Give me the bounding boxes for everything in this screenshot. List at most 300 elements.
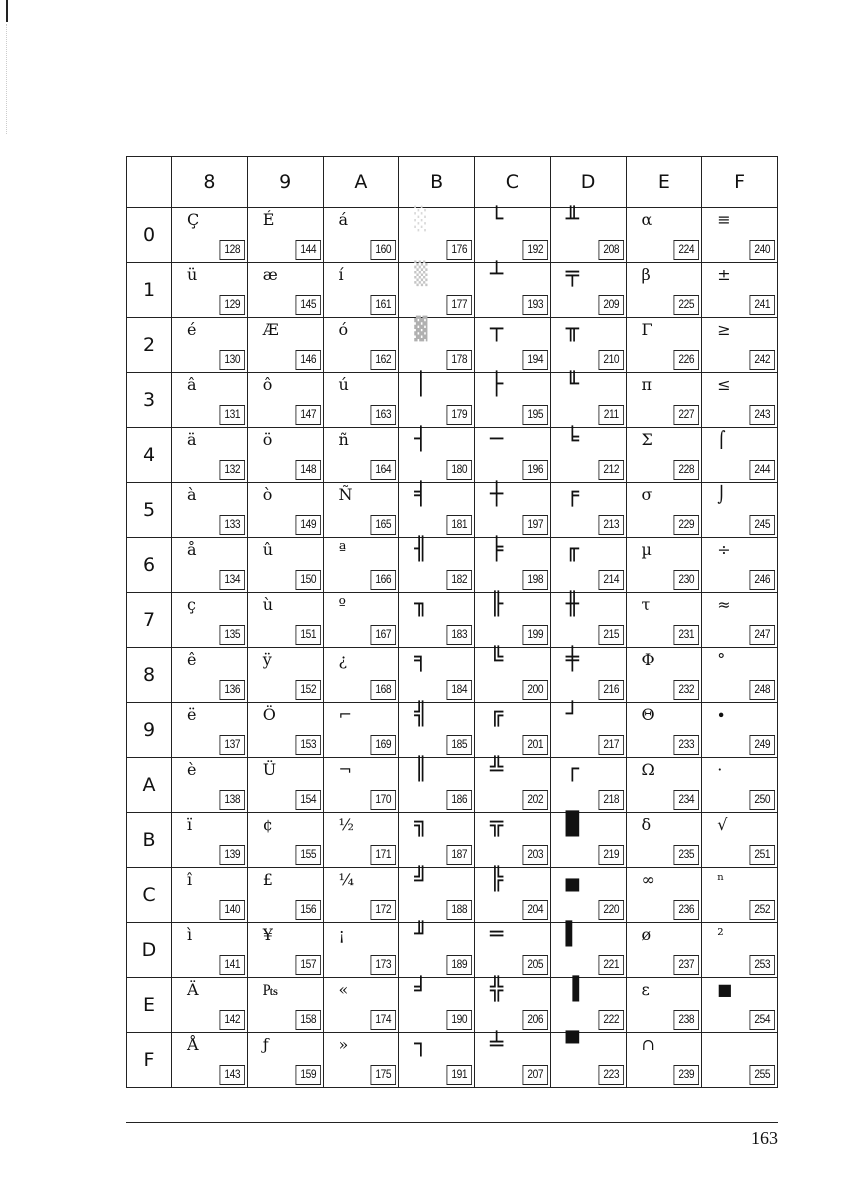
character-glyph: ± [717, 265, 731, 284]
character-cell [172, 813, 248, 868]
character-cell [702, 978, 778, 1033]
character-cell [323, 373, 399, 428]
character-glyph: ½ [338, 815, 355, 834]
decimal-code-box: 237 [674, 955, 700, 975]
row-header: F [127, 1033, 172, 1088]
decimal-code-box: 153 [295, 735, 321, 755]
character-cell [702, 703, 778, 758]
character-cell [247, 263, 323, 318]
character-glyph: ╜ [414, 922, 428, 947]
decimal-code-box: 189 [447, 955, 473, 975]
character-glyph: à [187, 485, 197, 504]
character-glyph: ⌠ [717, 430, 726, 449]
character-glyph: ▌ [565, 922, 579, 947]
character-cell [323, 868, 399, 923]
character-glyph: Ç [187, 210, 200, 229]
character-cell [702, 373, 778, 428]
character-cell [172, 1033, 248, 1088]
decimal-code-box: 175 [371, 1065, 397, 1085]
character-glyph: ¿ [338, 650, 348, 669]
character-glyph: ¢ [262, 815, 273, 834]
character-glyph: ╖ [414, 592, 428, 617]
character-glyph: ▒ [414, 262, 428, 287]
character-glyph: ╡ [414, 482, 428, 507]
decimal-code-box: 195 [522, 405, 548, 425]
character-glyph: ▄ [565, 867, 579, 892]
column-header: A [323, 157, 399, 208]
table-row [127, 703, 778, 758]
character-glyph: ò [262, 485, 273, 504]
character-glyph: á [338, 210, 349, 229]
character-cell [399, 538, 475, 593]
character-glyph: ∞ [641, 870, 655, 889]
character-glyph: Ä [187, 980, 199, 999]
character-glyph: ƒ [262, 1035, 269, 1054]
row-header: E [127, 978, 172, 1033]
decimal-code-box: 162 [371, 350, 397, 370]
decimal-code-box: 147 [295, 405, 321, 425]
row-header: 6 [127, 538, 172, 593]
decimal-code-box: 186 [447, 790, 473, 810]
character-cell [702, 483, 778, 538]
character-cell [702, 208, 778, 263]
column-header: C [475, 157, 551, 208]
character-cell [399, 923, 475, 978]
decimal-code-box: 205 [522, 955, 548, 975]
character-cell [475, 978, 551, 1033]
decimal-code-box: 135 [219, 625, 245, 645]
character-cell [323, 648, 399, 703]
character-cell [247, 593, 323, 648]
decimal-code-box: 180 [447, 460, 473, 480]
character-glyph: « [338, 980, 349, 999]
decimal-code-box: 209 [598, 295, 624, 315]
character-glyph: ó [338, 320, 349, 339]
character-glyph: ╧ [490, 1032, 504, 1057]
character-cell [550, 648, 626, 703]
column-header: 9 [247, 157, 323, 208]
decimal-code-box: 240 [750, 240, 776, 260]
character-glyph: ╩ [490, 757, 504, 782]
decimal-code-box: 170 [371, 790, 397, 810]
decimal-code-box: 166 [371, 570, 397, 590]
character-glyph: » [338, 1035, 349, 1054]
decimal-code-box: 194 [522, 350, 548, 370]
character-glyph: µ [641, 540, 652, 559]
table-row [127, 923, 778, 978]
character-glyph: ⁿ [717, 870, 725, 889]
decimal-code-box: 187 [447, 845, 473, 865]
character-glyph: ╠ [490, 867, 504, 892]
decimal-code-box: 145 [295, 295, 321, 315]
character-glyph: ╢ [414, 537, 428, 562]
character-glyph: · [717, 760, 723, 779]
character-cell [323, 428, 399, 483]
character-glyph: ä [187, 430, 197, 449]
decimal-code-box: 129 [219, 295, 245, 315]
character-glyph: ┴ [490, 262, 504, 287]
character-cell [247, 373, 323, 428]
decimal-code-box: 183 [447, 625, 473, 645]
character-cell [172, 868, 248, 923]
character-glyph: º [338, 595, 347, 614]
character-cell [475, 483, 551, 538]
character-glyph: ╤ [565, 262, 579, 287]
character-cell [247, 813, 323, 868]
character-cell [475, 318, 551, 373]
decimal-code-box: 218 [598, 790, 624, 810]
character-glyph: ÷ [717, 540, 731, 559]
character-cell [172, 263, 248, 318]
character-cell [550, 1033, 626, 1088]
character-glyph: ù [262, 595, 274, 614]
character-glyph: α [641, 210, 653, 229]
character-cell [399, 483, 475, 538]
character-cell [550, 538, 626, 593]
character-cell [247, 428, 323, 483]
character-cell [626, 538, 702, 593]
row-header: 2 [127, 318, 172, 373]
decimal-code-box: 185 [447, 735, 473, 755]
character-cell [626, 373, 702, 428]
row-header: 4 [127, 428, 172, 483]
character-cell [626, 318, 702, 373]
character-glyph: æ [262, 265, 278, 284]
decimal-code-box: 178 [447, 350, 473, 370]
character-glyph: ░ [414, 207, 428, 232]
character-cell [247, 978, 323, 1033]
character-glyph: Æ [262, 320, 279, 339]
decimal-code-box: 192 [522, 240, 548, 260]
margin-dots [6, 24, 7, 134]
character-glyph: â [187, 375, 197, 394]
decimal-code-box: 202 [522, 790, 548, 810]
character-glyph: ª [338, 540, 347, 559]
decimal-code-box: 223 [598, 1065, 624, 1085]
character-cell [172, 648, 248, 703]
character-glyph: ╕ [414, 647, 428, 672]
character-glyph: β [641, 265, 651, 284]
decimal-code-box: 144 [295, 240, 321, 260]
character-glyph: ∙ [717, 705, 726, 724]
decimal-code-box: 172 [371, 900, 397, 920]
decimal-code-box: 216 [598, 680, 624, 700]
character-cell [475, 703, 551, 758]
decimal-code-box: 221 [598, 955, 624, 975]
row-header: D [127, 923, 172, 978]
character-cell [399, 1033, 475, 1088]
character-glyph: ¬ [338, 760, 352, 779]
character-cell [702, 593, 778, 648]
decimal-code-box: 169 [371, 735, 397, 755]
character-glyph: ¼ [338, 870, 355, 889]
decimal-code-box: 168 [371, 680, 397, 700]
decimal-code-box: 203 [522, 845, 548, 865]
decimal-code-box: 225 [674, 295, 700, 315]
character-cell [323, 703, 399, 758]
page-number: 163 [751, 1128, 778, 1148]
character-cell [399, 263, 475, 318]
character-glyph: ê [187, 650, 197, 669]
character-glyph: ø [641, 925, 652, 944]
decimal-code-box: 188 [447, 900, 473, 920]
decimal-code-box: 204 [522, 900, 548, 920]
character-glyph: ╬ [490, 977, 504, 1002]
character-glyph: ╓ [565, 537, 579, 562]
character-cell [399, 373, 475, 428]
character-glyph: ║ [414, 757, 428, 782]
decimal-code-box: 245 [750, 515, 776, 535]
character-cell [475, 1033, 551, 1088]
decimal-code-box: 143 [219, 1065, 245, 1085]
character-cell [172, 593, 248, 648]
character-cell [172, 208, 248, 263]
decimal-code-box: 193 [522, 295, 548, 315]
table-row [127, 373, 778, 428]
character-glyph: √ [717, 815, 728, 834]
character-cell [247, 483, 323, 538]
character-glyph: ╚ [490, 647, 504, 672]
character-cell [247, 703, 323, 758]
character-cell [550, 978, 626, 1033]
character-glyph: å [187, 540, 197, 559]
table-row [127, 813, 778, 868]
decimal-code-box: 244 [750, 460, 776, 480]
table-row [127, 758, 778, 813]
column-header: F [702, 157, 778, 208]
character-glyph: ╪ [565, 647, 579, 672]
row-header: 0 [127, 208, 172, 263]
character-cell [172, 923, 248, 978]
character-glyph: ╝ [414, 867, 428, 892]
row-header: 1 [127, 263, 172, 318]
character-glyph: ┬ [490, 317, 504, 342]
decimal-code-box: 214 [598, 570, 624, 590]
decimal-code-box: 171 [371, 845, 397, 865]
character-glyph: π [641, 375, 653, 394]
decimal-code-box: 213 [598, 515, 624, 535]
character-cell [399, 648, 475, 703]
margin-mark [6, 0, 8, 22]
table-row [127, 318, 778, 373]
character-cell [550, 263, 626, 318]
row-header: 8 [127, 648, 172, 703]
character-glyph: ⌐ [338, 705, 352, 724]
character-cell [475, 263, 551, 318]
corner-cell [127, 157, 172, 208]
column-header-row [127, 157, 778, 208]
character-cell [550, 593, 626, 648]
character-cell [172, 978, 248, 1033]
character-cell [626, 758, 702, 813]
decimal-code-box: 164 [371, 460, 397, 480]
decimal-code-box: 234 [674, 790, 700, 810]
character-glyph: ╘ [565, 427, 579, 452]
character-glyph: ▓ [414, 317, 428, 342]
character-cell [626, 593, 702, 648]
decimal-code-box: 249 [750, 735, 776, 755]
decimal-code-box: 231 [674, 625, 700, 645]
character-cell [475, 923, 551, 978]
decimal-code-box: 246 [750, 570, 776, 590]
decimal-code-box: 254 [750, 1010, 776, 1030]
table-row [127, 483, 778, 538]
decimal-code-box: 156 [295, 900, 321, 920]
character-glyph: ü [187, 265, 198, 284]
character-cell [475, 208, 551, 263]
character-glyph: σ [641, 485, 653, 504]
character-cell [475, 813, 551, 868]
character-cell [475, 373, 551, 428]
decimal-code-box: 160 [371, 240, 397, 260]
character-glyph: ╥ [565, 317, 579, 342]
decimal-code-box: 199 [522, 625, 548, 645]
character-cell [172, 373, 248, 428]
character-glyph: ≡ [717, 210, 731, 229]
character-cell [475, 538, 551, 593]
decimal-code-box: 220 [598, 900, 624, 920]
character-cell [323, 923, 399, 978]
character-cell [475, 868, 551, 923]
decimal-code-box: 227 [674, 405, 700, 425]
character-glyph: ² [717, 925, 724, 944]
table-row [127, 868, 778, 923]
character-cell [626, 813, 702, 868]
column-header: E [626, 157, 702, 208]
character-cell [702, 648, 778, 703]
decimal-code-box: 155 [295, 845, 321, 865]
character-glyph: Ö [262, 705, 276, 724]
character-glyph: Ü [262, 760, 277, 779]
decimal-code-box: 152 [295, 680, 321, 700]
decimal-code-box: 163 [371, 405, 397, 425]
character-glyph: ╨ [565, 207, 579, 232]
decimal-code-box: 146 [295, 350, 321, 370]
character-cell [626, 483, 702, 538]
character-glyph: ° [717, 650, 726, 669]
character-glyph: ─ [490, 427, 504, 452]
character-glyph: ├ [490, 372, 504, 397]
decimal-code-box: 210 [598, 350, 624, 370]
character-glyph: ≤ [717, 375, 731, 394]
decimal-code-box: 239 [674, 1065, 700, 1085]
character-cell [172, 538, 248, 593]
character-cell [247, 208, 323, 263]
character-cell [247, 923, 323, 978]
character-cell [702, 428, 778, 483]
character-cell [323, 483, 399, 538]
decimal-code-box: 133 [219, 515, 245, 535]
character-cell [247, 318, 323, 373]
character-glyph: £ [262, 870, 273, 889]
character-glyph: É [262, 210, 275, 229]
character-glyph: ë [187, 705, 197, 724]
character-cell [550, 208, 626, 263]
decimal-code-box: 230 [674, 570, 700, 590]
decimal-code-box: 131 [219, 405, 245, 425]
character-cell [399, 428, 475, 483]
decimal-code-box: 219 [598, 845, 624, 865]
table-row [127, 428, 778, 483]
character-cell [323, 318, 399, 373]
decimal-code-box: 250 [750, 790, 776, 810]
character-glyph: ╟ [490, 592, 504, 617]
decimal-code-box: 181 [447, 515, 473, 535]
decimal-code-box: 150 [295, 570, 321, 590]
character-cell [172, 703, 248, 758]
column-header: 8 [172, 157, 248, 208]
character-cell [475, 428, 551, 483]
table-row [127, 978, 778, 1033]
character-cell [399, 978, 475, 1033]
decimal-code-box: 243 [750, 405, 776, 425]
character-cell [399, 758, 475, 813]
decimal-code-box: 136 [219, 680, 245, 700]
decimal-code-box: 206 [522, 1010, 548, 1030]
character-cell [550, 428, 626, 483]
decimal-code-box: 208 [598, 240, 624, 260]
character-glyph: ┘ [565, 702, 579, 727]
decimal-code-box: 137 [219, 735, 245, 755]
decimal-code-box: 191 [447, 1065, 473, 1085]
character-glyph: è [187, 760, 197, 779]
character-glyph: ╒ [565, 482, 579, 507]
decimal-code-box: 158 [295, 1010, 321, 1030]
decimal-code-box: 251 [750, 845, 776, 865]
decimal-code-box: 211 [598, 405, 624, 425]
decimal-code-box: 235 [674, 845, 700, 865]
character-cell [550, 758, 626, 813]
decimal-code-box: 215 [598, 625, 624, 645]
character-glyph: é [187, 320, 197, 339]
character-cell [399, 208, 475, 263]
character-glyph: ■ [717, 980, 733, 999]
decimal-code-box: 253 [750, 955, 776, 975]
character-cell [626, 868, 702, 923]
character-glyph: Γ [641, 320, 653, 339]
character-glyph: ┼ [490, 482, 504, 507]
character-cell [702, 1033, 778, 1088]
decimal-code-box: 176 [447, 240, 473, 260]
character-glyph: │ [414, 372, 428, 397]
character-glyph: ┤ [414, 427, 428, 452]
decimal-code-box: 173 [371, 955, 397, 975]
decimal-code-box: 238 [674, 1010, 700, 1030]
character-glyph: ε [641, 980, 650, 999]
character-cell [399, 868, 475, 923]
character-cell [399, 318, 475, 373]
character-cell [323, 593, 399, 648]
decimal-code-box: 154 [295, 790, 321, 810]
character-glyph: ₧ [262, 980, 279, 999]
table-row [127, 1033, 778, 1088]
character-glyph: ï [187, 815, 193, 834]
character-cell [172, 758, 248, 813]
character-glyph: ∩ [641, 1035, 655, 1054]
character-cell [247, 1033, 323, 1088]
decimal-code-box: 196 [522, 460, 548, 480]
row-header: C [127, 868, 172, 923]
character-cell [172, 428, 248, 483]
decimal-code-box: 165 [371, 515, 397, 535]
decimal-code-box: 229 [674, 515, 700, 535]
character-cell [475, 758, 551, 813]
decimal-code-box: 128 [219, 240, 245, 260]
row-header: B [127, 813, 172, 868]
character-glyph: ╣ [414, 702, 428, 727]
character-glyph: Φ [641, 650, 655, 669]
character-cell [323, 978, 399, 1033]
